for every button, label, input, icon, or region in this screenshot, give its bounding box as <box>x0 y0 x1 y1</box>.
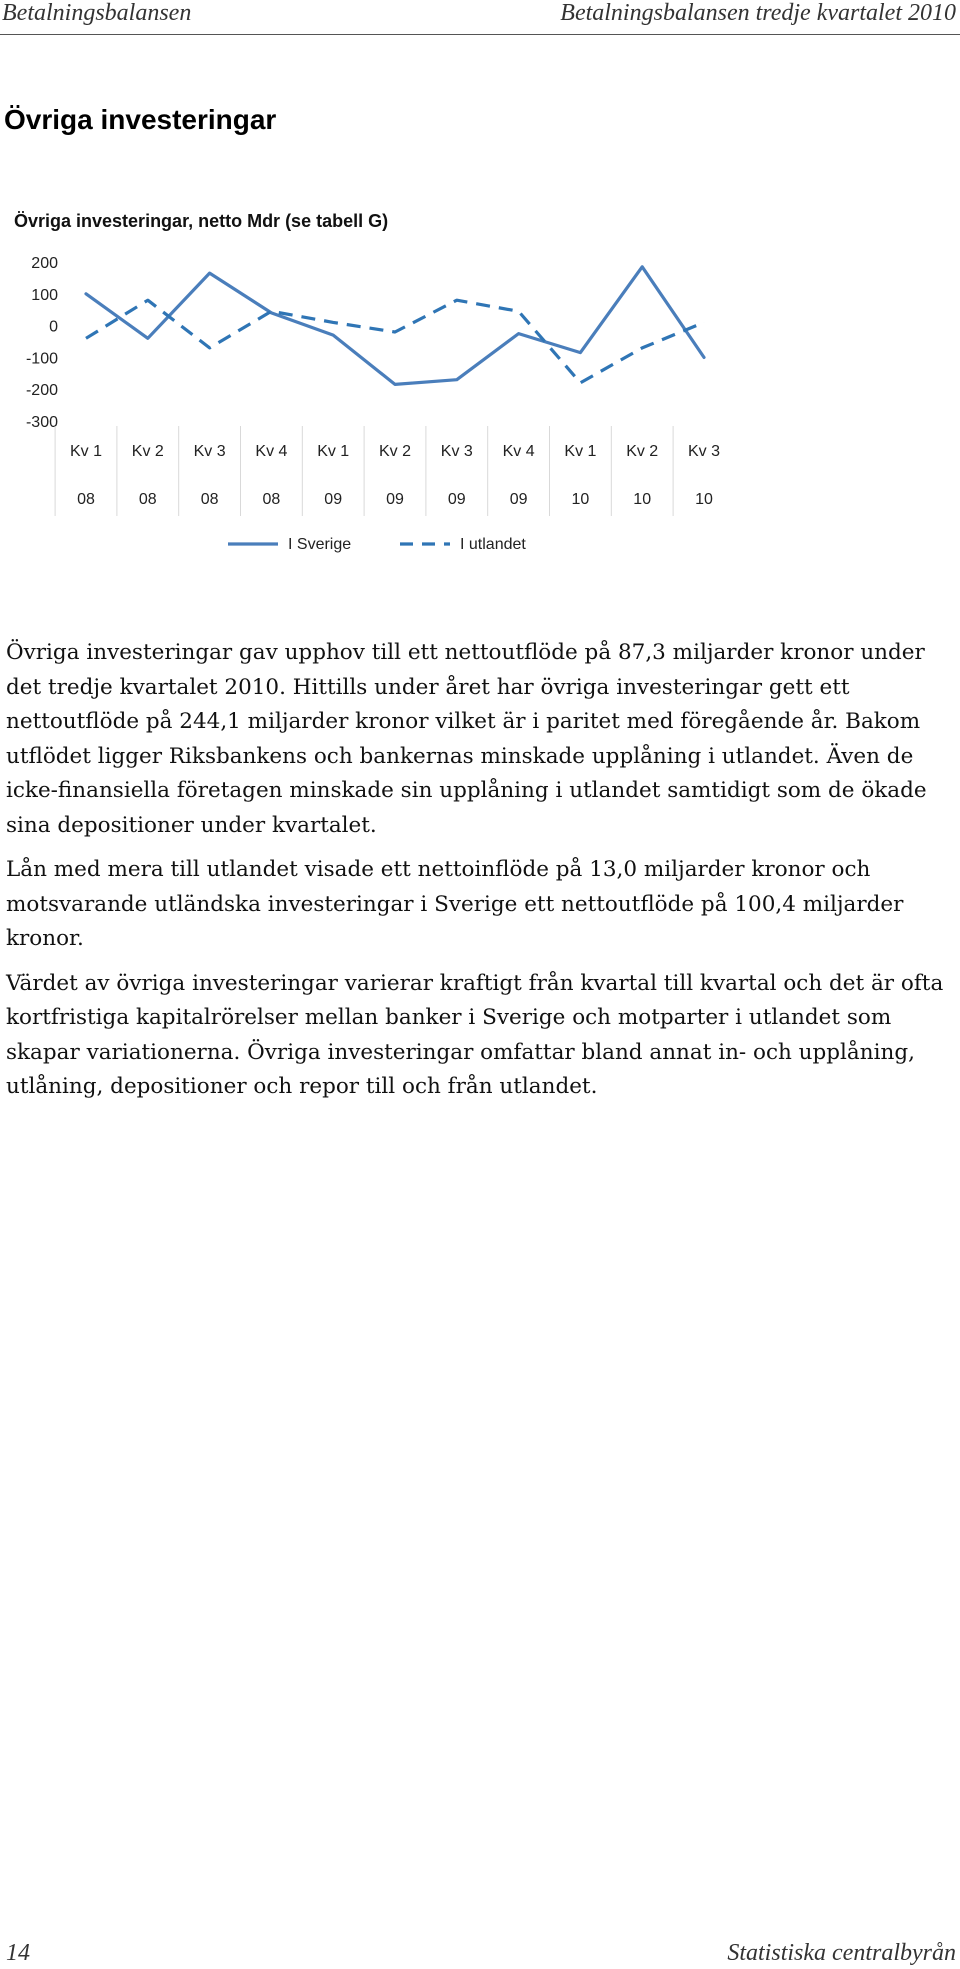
header-right-title: Betalningsbalansen tredje kvartalet 2010 <box>560 0 956 26</box>
x-quarter-label: Kv 4 <box>255 443 288 460</box>
running-header <box>0 0 960 34</box>
body-text <box>6 636 956 1115</box>
x-year-label: 09 <box>447 491 466 508</box>
x-year-label: 09 <box>386 491 404 508</box>
x-quarter-label: Kv 2 <box>131 443 164 460</box>
chart-legend <box>228 536 526 553</box>
y-tick-label: 100 <box>31 286 58 304</box>
section-title: Övriga investeringar <box>4 104 277 135</box>
series-line-i-utlandet <box>86 300 704 383</box>
x-quarter-label: Kv 2 <box>378 443 412 460</box>
x-quarter-label: Kv 1 <box>317 443 350 460</box>
page-number: 14 <box>6 1940 30 1966</box>
x-year-label: 10 <box>571 491 590 508</box>
x-quarter-label: Kv 3 <box>193 443 226 460</box>
y-tick-label: -300 <box>25 414 58 431</box>
x-quarter-label: Kv 1 <box>564 443 597 460</box>
x-year-label: 08 <box>200 491 219 508</box>
y-axis-ticks <box>26 255 58 431</box>
x-quarter-label: Kv 3 <box>440 443 473 460</box>
paragraph: Värdet av övriga investeringar varierar kraftigt från kvartal till kvartal och det är ofta kortfristiga kapitalrörelser mellan banker i Sverige och motparter i utlandet som skapar variationerna. Övriga investeringar omfattar bland annat in- och upplåning, utlåning, depositioner och repor till och från utlandet. <box>6 970 944 1099</box>
x-axis-labels <box>55 426 720 516</box>
x-quarter-label: Kv 3 <box>687 443 720 460</box>
y-tick-label: 0 <box>49 318 58 336</box>
x-year-label: 09 <box>324 491 343 508</box>
chart-title: Övriga investeringar, netto Mdr (se tabell G) <box>14 211 389 231</box>
header-rule <box>0 34 960 35</box>
paragraph: Övriga investeringar gav upphov till ett nettoutflöde på 87,3 miljarder kronor under det tredje kvartalet 2010. Hittills under året har övriga investeringar gett ett nettoutflöde på 244,1 miljarder kronor vilket är i paritet med föregående år. Bakom utflödet ligger Riksbankens och bankernas minskade upplåning i utlandet. Även de icke-finansiella företagen minskade sin upplåning i utlandet samtidigt som de ökade sina depositioner under kvartalet. <box>6 640 927 838</box>
x-year-label: 10 <box>695 491 713 508</box>
y-tick-label: 200 <box>31 255 58 272</box>
header-left-title: Betalningsbalansen <box>2 0 192 26</box>
x-quarter-label: Kv 2 <box>626 443 659 460</box>
x-year-label: 10 <box>633 491 652 508</box>
line-chart <box>0 198 720 568</box>
x-quarter-label: Kv 1 <box>69 443 103 460</box>
x-year-label: 08 <box>77 491 95 508</box>
x-quarter-label: Kv 4 <box>502 443 535 460</box>
x-year-label: 09 <box>509 491 528 508</box>
legend-label: I utlandet <box>460 536 526 553</box>
y-tick-label: -200 <box>25 382 58 400</box>
paragraph: Lån med mera till utlandet visade ett nettoinflöde på 13,0 miljarder kronor och motsvarande utländska investeringar i Sverige ett nettoutflöde på 100,4 miljarder kronor. <box>6 857 904 951</box>
series-layer <box>86 267 704 385</box>
x-year-label: 08 <box>138 491 157 508</box>
y-tick-label: -100 <box>25 350 58 368</box>
legend-label: I Sverige <box>288 536 352 553</box>
x-year-label: 08 <box>262 491 281 508</box>
publisher-name: Statistiska centralbyrån <box>727 1940 956 1966</box>
